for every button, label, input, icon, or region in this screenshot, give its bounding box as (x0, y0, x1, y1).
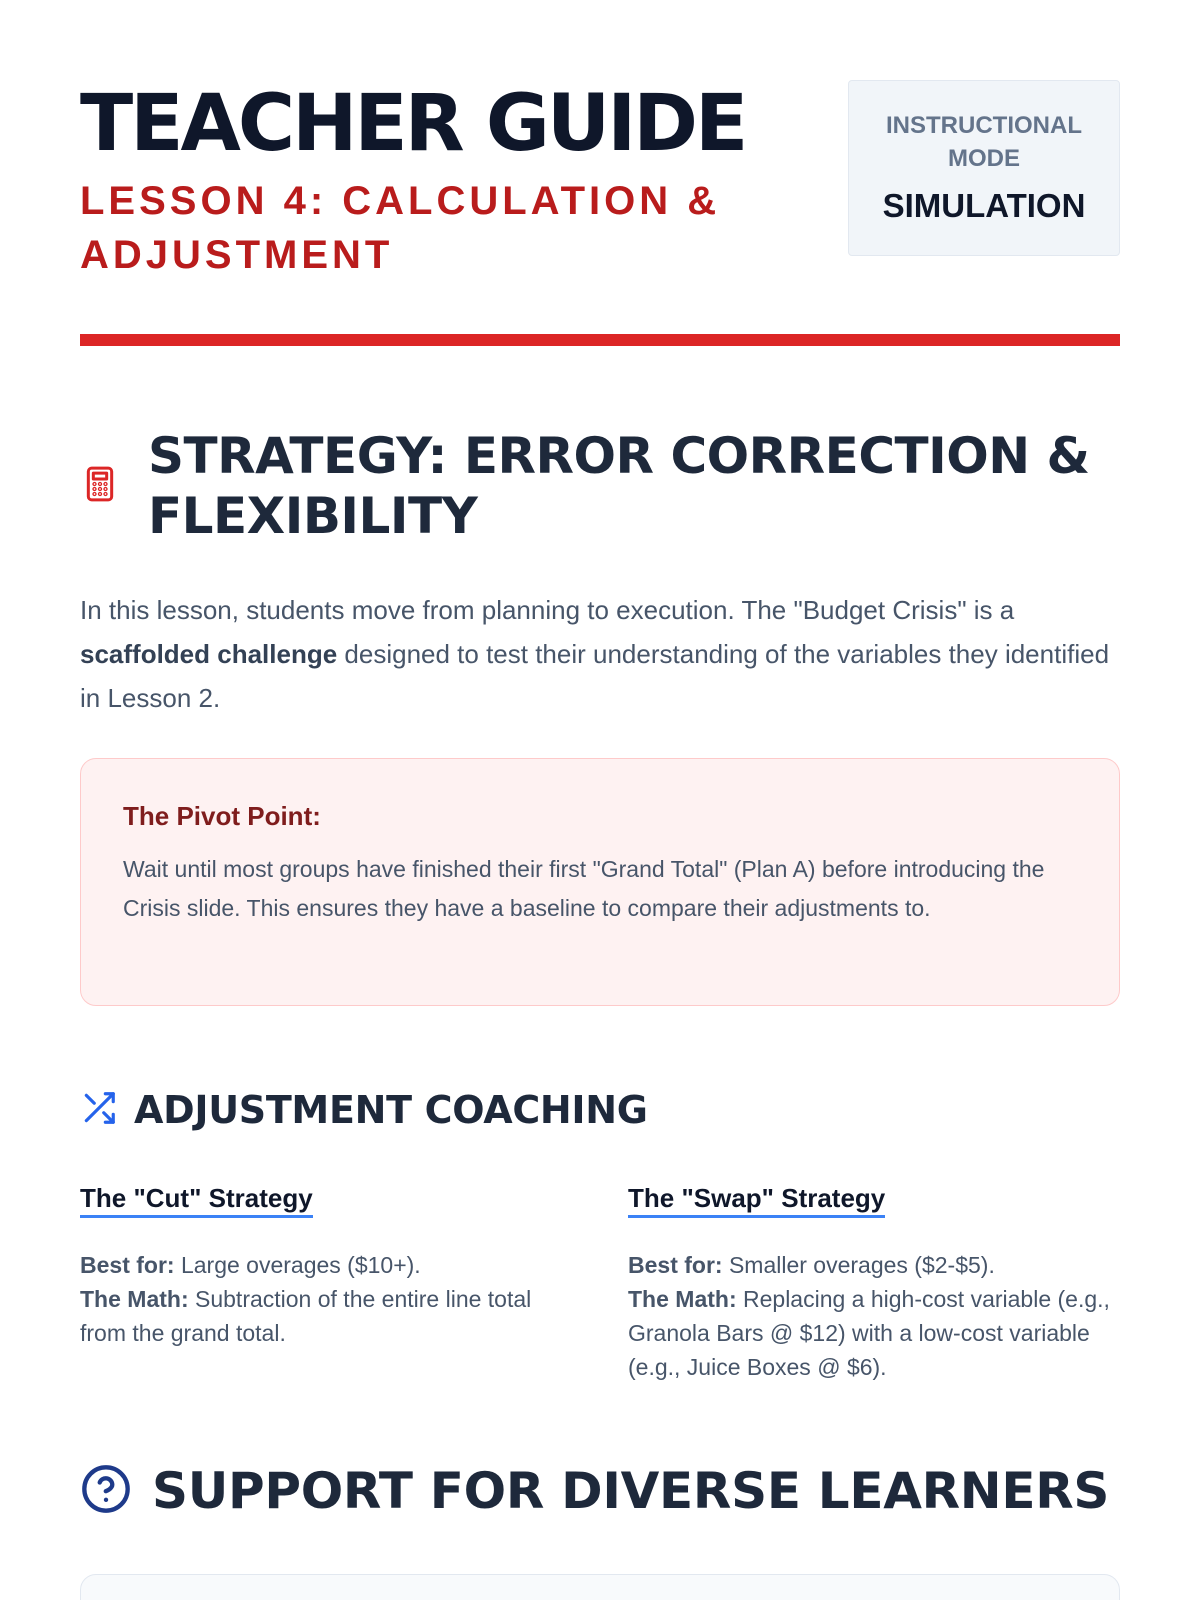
header-divider (80, 334, 1120, 346)
math-text: Subtraction of the entire line total from the grand total. (80, 1286, 532, 1346)
coaching-heading-label: ADJUSTMENT COACHING (134, 1088, 648, 1132)
intro-paragraph (80, 588, 1120, 720)
cut-strategy-body (80, 1248, 580, 1350)
mode-label: INSTRUCTIONAL MODE (886, 112, 1082, 172)
support-heading (80, 1462, 1109, 1520)
instructional-mode-badge (848, 80, 1120, 256)
shuffle-icon (80, 1089, 118, 1132)
mode-value: SIMULATION (882, 187, 1086, 224)
swap-strategy (628, 1182, 1128, 1384)
support-card (80, 1574, 1120, 1600)
callout-text: Wait until most groups have finished their first "Grand Total" (Plan A) before introducing the Crisis slide. This ensures they have a baseline to compare their adjustments to. (123, 856, 1045, 921)
strategy-heading-label: STRATEGY: ERROR CORRECTION & FLEXIBILITY (148, 427, 1090, 545)
best-for-text: Large overages ($10+). (174, 1252, 421, 1278)
math-label: The Math: (628, 1286, 737, 1312)
support-heading-label: SUPPORT FOR DIVERSE LEARNERS (152, 1462, 1110, 1520)
swap-strategy-body (628, 1248, 1128, 1384)
lesson-subtitle: LESSON 4: CALCULATION & ADJUSTMENT (80, 179, 721, 277)
best-for-label: Best for: (628, 1252, 723, 1278)
intro-text-end: designed to test their understanding of the variables they identified in Lesson 2. (80, 639, 1110, 713)
swap-strategy-title: The "Swap" Strategy (628, 1182, 885, 1218)
math-label: The Math: (80, 1286, 189, 1312)
intro-emphasis: scaffolded challenge (80, 639, 338, 669)
calculator-icon (80, 463, 120, 510)
pivot-point-callout (80, 758, 1120, 1006)
coaching-heading (80, 1088, 648, 1132)
cut-strategy-title: The "Cut" Strategy (80, 1182, 313, 1218)
best-for-text: Smaller overages ($2-$5). (722, 1252, 995, 1278)
callout-title: The Pivot Point: (123, 801, 321, 831)
best-for-label: Best for: (80, 1252, 175, 1278)
help-circle-icon (80, 1463, 132, 1520)
intro-text-start: In this lesson, students move from planning to execution. The "Budget Crisis" is a (80, 595, 1015, 625)
cut-strategy (80, 1182, 580, 1350)
page-title: TEACHER GUIDE (80, 79, 746, 169)
math-text: Replacing a high-cost variable (e.g., Granola Bars @ $12) with a low-cost variable (e.g., Juice Boxes @ $6). (628, 1286, 1110, 1380)
strategy-heading (80, 426, 1120, 546)
guide-header (80, 80, 1120, 280)
